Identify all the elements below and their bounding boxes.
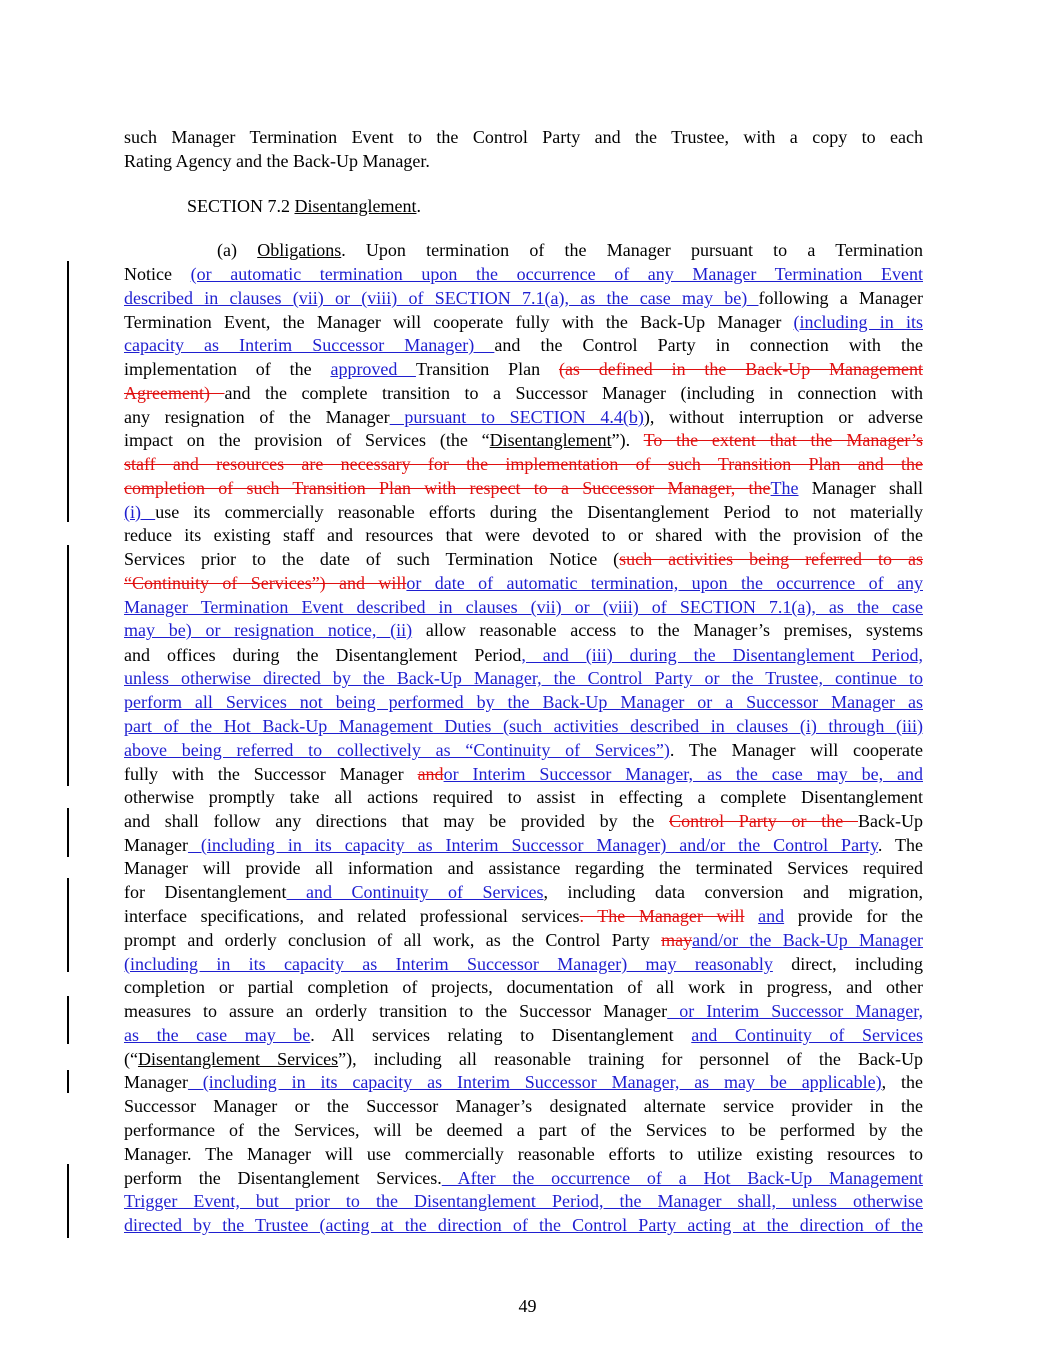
- text-line: [124, 856, 923, 880]
- text-run: prompt and orderly conclusion of all work, as the Control Party: [124, 930, 662, 950]
- text-line: [124, 1047, 923, 1071]
- text-run: measures to assure an orderly transition to the Successor Manager: [124, 1001, 668, 1021]
- text-run: completion or partial completion of projects, documentation of all work in progress, and other: [124, 977, 923, 997]
- text-line: [124, 666, 923, 690]
- inserted-text: After the occurrence of a Hot Back-Up Management: [441, 1168, 923, 1188]
- text-line: [124, 643, 923, 667]
- text-run: following a Manager: [758, 288, 923, 308]
- text-run: performance of the Services, will be deemed a part of the Services to be performed by the: [124, 1120, 923, 1140]
- revision-change-bar: [67, 1070, 69, 1093]
- text-line: [124, 476, 923, 500]
- deleted-text: completion of such Transition Plan with respect to a Successor Manager, the: [124, 478, 771, 498]
- text-line: [124, 880, 923, 904]
- deleted-text: “Continuity of Services”) and will: [124, 573, 407, 593]
- text-run: allow reasonable access to the Manager’s premises, systems: [412, 620, 923, 640]
- text-run: reduce its existing staff and resources that were devoted to or shared with the provision of the: [124, 525, 923, 545]
- text-line: [124, 833, 923, 857]
- text-line: [124, 333, 923, 357]
- text-line: [124, 262, 923, 286]
- inserted-text: Trigger Event, but prior to the Disentanglement Period, the Manager shall, unless otherwise: [124, 1191, 923, 1211]
- text-run: interface specifications, and related professional services: [124, 906, 580, 926]
- inserted-text: or date of automatic termination, upon the occurrence of any: [406, 573, 923, 593]
- text-line: [124, 738, 923, 762]
- text-run: Manager. The Manager will use commercially reasonable efforts to utilize existing resources to: [124, 1144, 923, 1164]
- inserted-text: approved: [330, 359, 416, 379]
- inserted-text: or Interim Successor Manager,: [667, 1001, 923, 1021]
- text-line: [124, 405, 923, 429]
- text-line: [124, 125, 923, 149]
- text-run: . The: [877, 835, 923, 855]
- text-run: , including data conversion and migration,: [543, 882, 923, 902]
- text-run: direct, including: [772, 954, 923, 974]
- inserted-text: part of the Hot Back-Up Management Duties (such activities described in clauses (i) through (iii): [124, 716, 923, 736]
- inserted-text: (including in its capacity as Interim Successor Manager, as may be applicable): [187, 1072, 882, 1092]
- text-line: [124, 238, 923, 262]
- text-line: [124, 286, 923, 310]
- deleted-text: and: [417, 764, 444, 784]
- text-run: Back-Up: [858, 811, 923, 831]
- text-line: [124, 952, 923, 976]
- text-line: [124, 310, 923, 334]
- text-run: . Upon termination of the Manager pursuant to a Termination: [341, 240, 923, 260]
- text-run: . The Manager will cooperate: [669, 740, 923, 760]
- deleted-text: Agreement): [124, 383, 225, 403]
- text-line: [124, 785, 923, 809]
- text-run: . All services relating to Disentanglement: [310, 1025, 692, 1045]
- text-run: (“: [124, 1049, 138, 1069]
- text-run: Transition Plan: [415, 359, 559, 379]
- text-run: such Manager Termination Event to the Control Party and the Trustee, with a copy to each: [124, 127, 923, 147]
- text-run: .: [416, 196, 421, 216]
- text-run: and shall follow any directions that may be provided by the: [124, 811, 670, 831]
- text-run: any resignation of the Manager: [124, 407, 390, 427]
- revision-change-bar: [67, 808, 69, 857]
- inserted-text: may be) or resignation notice, (ii): [124, 620, 413, 640]
- deleted-text: (as defined in the Back-Up Management: [558, 359, 923, 379]
- text-line: [124, 714, 923, 738]
- revision-change-bar: [67, 545, 69, 786]
- text-run: Manager shall: [798, 478, 923, 498]
- inserted-text: (including in its: [793, 312, 923, 332]
- text-line: [124, 975, 923, 999]
- text-line: [124, 1118, 923, 1142]
- deleted-text: . The Manager will: [579, 906, 745, 926]
- text-run: Termination Event, the Manager will cooperate fully with the Back-Up Manager: [124, 312, 794, 332]
- text-line: [124, 618, 923, 642]
- text-run: impact on the provision of Services (the “: [124, 430, 490, 450]
- text-run: provide for the: [784, 906, 923, 926]
- defined-term: Obligations: [257, 240, 342, 260]
- text-line: [124, 928, 923, 952]
- inserted-text: (i): [124, 502, 156, 522]
- deleted-text: may: [661, 930, 693, 950]
- text-run: ), without interruption or adverse: [643, 407, 923, 427]
- text-line: [124, 500, 923, 524]
- text-line: [124, 1166, 923, 1190]
- inserted-text: (including in its capacity as Interim Successor Manager) may reasonably: [124, 954, 773, 974]
- text-line: [124, 1070, 923, 1094]
- defined-term: Disentanglement: [489, 430, 612, 450]
- inserted-text: directed by the Trustee (acting at the direction of the Control Party acting at the direction of the: [124, 1215, 923, 1235]
- text-line: [124, 547, 923, 571]
- text-run: implementation of the: [124, 359, 331, 379]
- text-run: and the complete transition to a Successor Manager (including in connection with: [224, 383, 923, 403]
- text-line: [124, 571, 923, 595]
- text-run: and offices during the Disentanglement Period: [124, 645, 522, 665]
- inserted-text: or Interim Successor Manager, as the case may be, and: [443, 764, 923, 784]
- text-run: Notice: [124, 264, 191, 284]
- text-line: [124, 1094, 923, 1118]
- text-run: [745, 906, 759, 926]
- defined-term: Disentanglement: [294, 196, 417, 216]
- inserted-text: above being referred to collectively as “Continuity of Services”): [124, 740, 670, 760]
- inserted-text: and Continuity of Services: [286, 882, 544, 902]
- text-run: and the Control Party in connection with the: [494, 335, 923, 355]
- inserted-text: and Continuity of Services: [691, 1025, 923, 1045]
- inserted-text: perform all Services not being performed by the Back-Up Manager or a Successor Manager as: [124, 692, 923, 712]
- text-line: [124, 999, 923, 1023]
- text-line: [124, 690, 923, 714]
- text-run: Services prior to the date of such Termination Notice (: [124, 549, 620, 569]
- inserted-text: Manager Termination Event described in clauses (vii) or (viii) of SECTION 7.1(a), as the case: [124, 597, 923, 617]
- page-number: 49: [518, 1296, 537, 1316]
- text-run: Manager: [124, 835, 188, 855]
- text-line: [124, 1189, 923, 1213]
- text-line: [124, 904, 923, 928]
- text-run: fully with the Successor Manager: [124, 764, 418, 784]
- revision-change-bar: [67, 1164, 69, 1238]
- text-line: [124, 381, 923, 405]
- text-line: [124, 762, 923, 786]
- text-run: use its commercially reasonable efforts during the Disentanglement Period to not materially: [155, 502, 923, 522]
- text-run: Manager: [124, 1072, 188, 1092]
- inserted-text: (including in its capacity as Interim Successor Manager) and/or the Control Party: [187, 835, 878, 855]
- text-line: [124, 194, 923, 218]
- text-run: Manager will provide all information and assistance regarding the terminated Services required: [124, 858, 923, 878]
- inserted-text: as the case may be: [124, 1025, 311, 1045]
- text-line: [124, 1213, 923, 1237]
- defined-term: Disentanglement Services: [137, 1049, 339, 1069]
- inserted-text: , and (iii) during the Disentanglement Period,: [521, 645, 923, 665]
- revision-change-bar: [67, 878, 69, 972]
- text-line: [124, 428, 923, 452]
- text-line: [124, 149, 923, 173]
- inserted-text: and/or the Back-Up Manager: [692, 930, 923, 950]
- inserted-text: pursuant to SECTION 4.4(b): [389, 407, 644, 427]
- revision-change-bar: [67, 261, 69, 522]
- text-line: [124, 452, 923, 476]
- text-line: [124, 1142, 923, 1166]
- text-line: [124, 809, 923, 833]
- text-run: , the: [881, 1072, 923, 1092]
- inserted-text: The: [770, 478, 799, 498]
- revision-change-bar: [67, 996, 69, 1044]
- deleted-text: such activities being referred to as: [619, 549, 923, 569]
- text-run: ”), including all reasonable training for personnel of the Back-Up: [338, 1049, 923, 1069]
- inserted-text: unless otherwise directed by the Back-Up Manager, the Control Party or the Trustee, continue to: [124, 668, 923, 688]
- text-line: [124, 595, 923, 619]
- text-run: perform the Disentanglement Services.: [124, 1168, 442, 1188]
- deleted-text: Control Party or the: [669, 811, 859, 831]
- inserted-text: capacity as Interim Successor Manager): [124, 335, 495, 355]
- inserted-text: and: [758, 906, 785, 926]
- text-run: ”).: [611, 430, 644, 450]
- text-run: for Disentanglement: [124, 882, 287, 902]
- text-line: [124, 1023, 923, 1047]
- inserted-text: (or automatic termination upon the occurrence of any Manager Termination Event: [190, 264, 923, 284]
- deleted-text: staff and resources are necessary for the implementation of such Transition Plan and the: [124, 454, 923, 474]
- text-line: [124, 523, 923, 547]
- text-run: (a): [217, 240, 258, 260]
- deleted-text: To the extent that the Manager’s: [643, 430, 923, 450]
- text-run: SECTION 7.2: [187, 196, 295, 216]
- text-run: Rating Agency and the Back-Up Manager.: [124, 151, 430, 171]
- text-run: otherwise promptly take all actions required to assist in effecting a complete Disentanglement: [124, 787, 923, 807]
- text-line: [124, 357, 923, 381]
- text-run: Successor Manager or the Successor Manager’s designated alternate service provider in the: [124, 1096, 923, 1116]
- inserted-text: described in clauses (vii) or (viii) of SECTION 7.1(a), as the case may be): [124, 288, 759, 308]
